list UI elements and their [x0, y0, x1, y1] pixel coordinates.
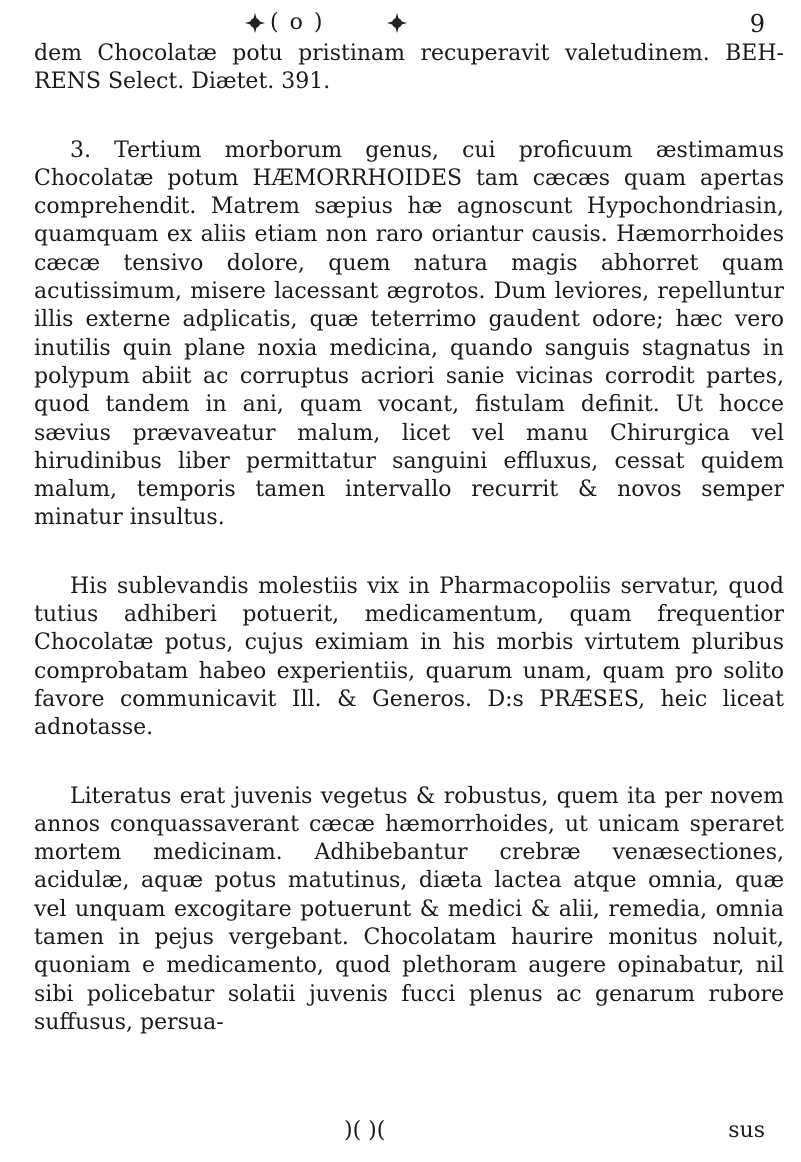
page-footer: [0, 1118, 801, 1158]
paragraph-continuation: dem Chocolatæ potu pristinam recuperavit valetudinem. BEH-RENS Select. Diætet. 391.: [34, 41, 784, 95]
paragraph-hemorrhoides: 3. Tertium morborum genus, cui proficuum æstimamus Chocolatæ potum HÆMORRHOIDES tam cæcæs quam apertas comprehendit. Matrem sæpius hæ agnoscunt Hypochondriasin, quamquam ex aliis etiam non raro oriantur causis. Hæmorrhoides cæcæ tensivo dolore, quem natura magis abhorret quam acutissimum, misere lacessant ægrotos. Dum leviores, repelluntur illis externe adplicatis, quæ teterrimo gaudent odore; hæc vero inutilis quin plane noxia medicina, quando sanguis stagnatus in polypum abiit ac corruptus acriori sanie vicinas corrodit partes, quod tandem in ani, quam vocant, fistulam definit. Ut hocce sævius prævaveatur malum, licet vel manu Chirurgica vel hirudinibus liber permittatur sanguini effluxus, cessat quidem malum, temporis tamen intervallo recurrit & novos semper minatur insultus.: [34, 137, 784, 531]
paragraph-literatus: Literatus erat juvenis vegetus & robustus, quem ita per novem annos conquassaverant cæcæ hæmorrhoides, ut unicam speraret mortem medicinam. Adhibebantur crebræ venæsectiones, acidulæ, aquæ potus matutinus, diæta lactea atque omnia, quæ vel unquam excogitare potuerunt & medici & alii, remedia, omnia tamen in pejus vergebant. Chocolatam haurire monitus noluit, quoniam e medicamento, quod plethoram augere opinabatur, nil sibi policebatur solatii juvenis fucci plenus ac genarum rubore suffusus, persua-: [34, 783, 784, 1035]
fleuron-ornament-left: [244, 12, 266, 34]
signature-mark: )( )(: [344, 1118, 386, 1143]
body-text: [34, 40, 784, 1037]
page-number: 9: [749, 10, 765, 38]
paragraph-sublevandis: His sublevandis molestiis vix in Pharmacopoliis servatur, quod tutius adhiberi potuerit, medicamentum, quam frequentior Chocolatæ potus, cujus eximiam in his morbis virtutem pluribus comprobatam habeo experientiis, quarum unam, quam pro solito favore communicavit Ill. & Generos. D:s PRÆSES, heic liceat adnotasse.: [34, 573, 784, 741]
running-head: [0, 6, 801, 38]
catchword: sus: [728, 1118, 765, 1143]
page-signature-mark: ( o ): [270, 10, 325, 35]
fleuron-ornament-right: [386, 12, 408, 34]
